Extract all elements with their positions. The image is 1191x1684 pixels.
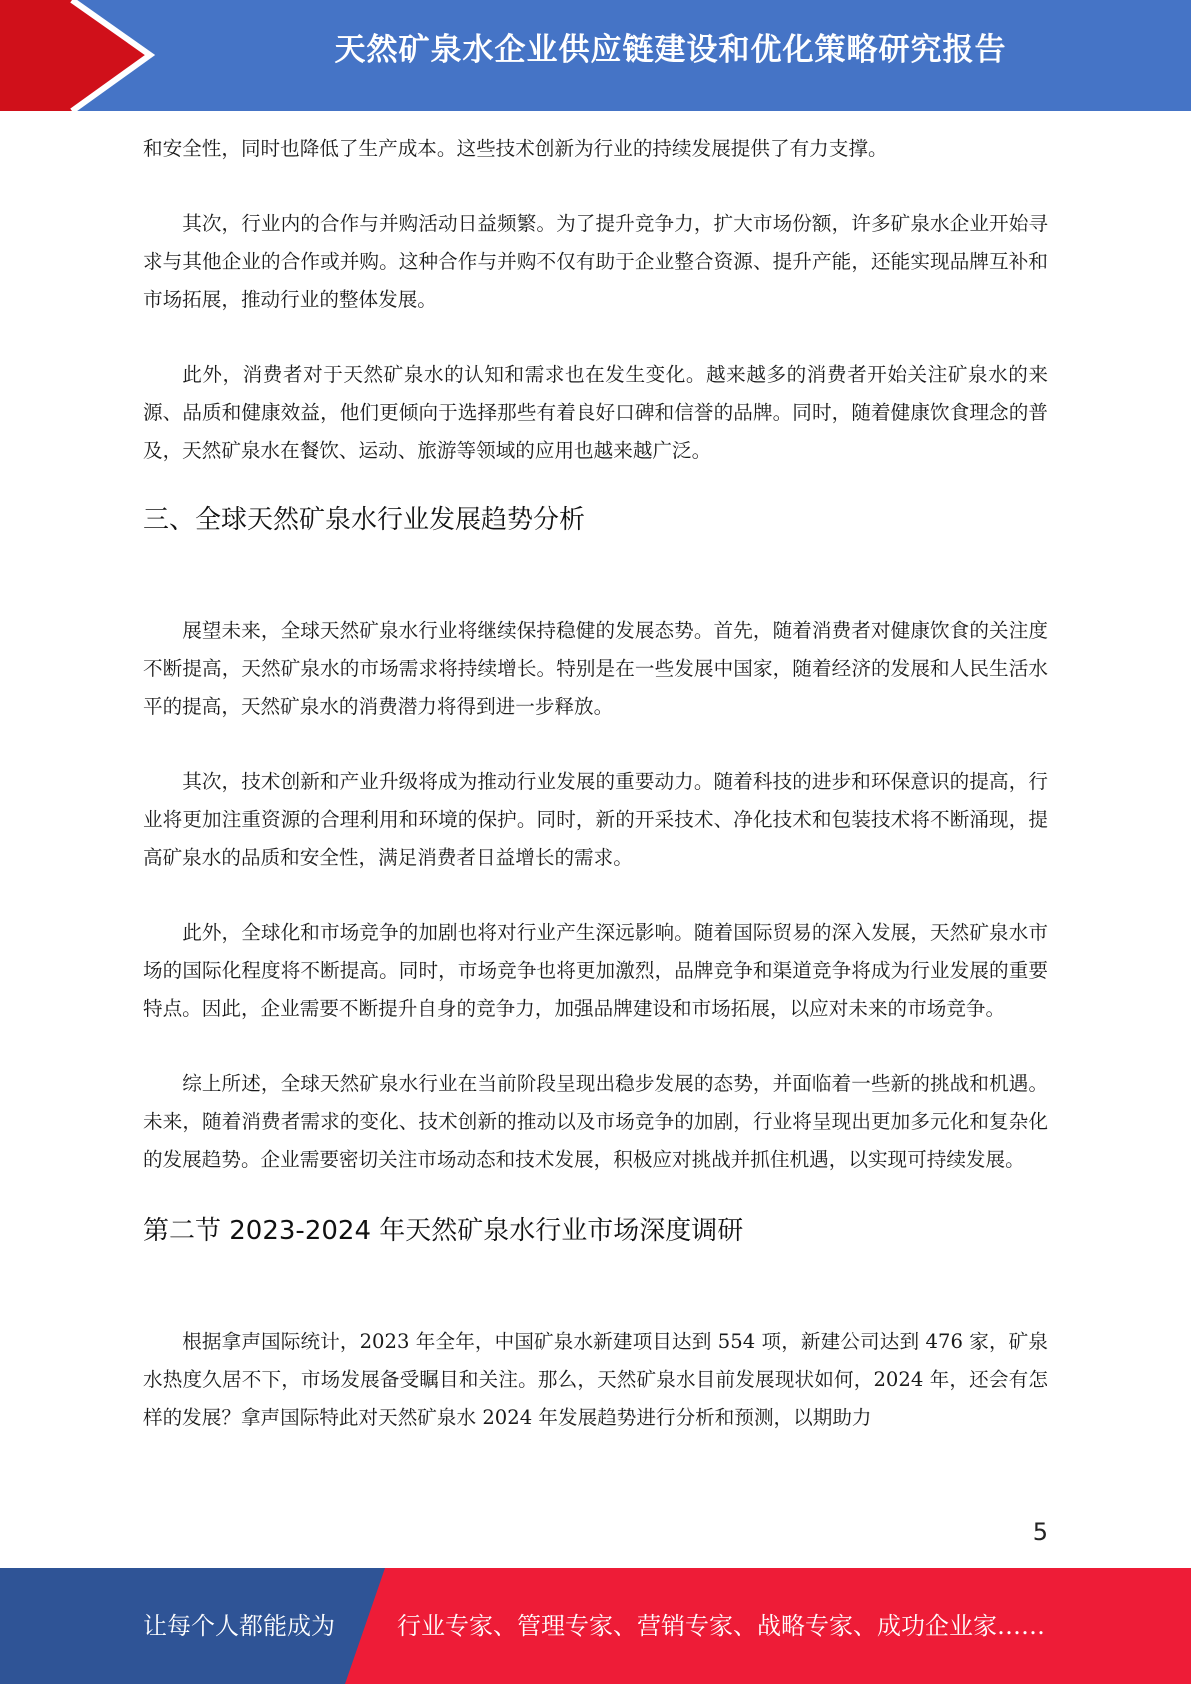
paragraph: 展望未来，全球天然矿泉水行业将继续保持稳健的发展态势。首先，随着消费者对健康饮食的关注度不断提高，天然矿泉水的市场需求将持续增长。特别是在一些发展中国家，随着经济的发展和人民生活水平的提高，天然矿泉水的消费潜力将得到进一步释放。 — [143, 619, 1048, 718]
paragraph: 其次，行业内的合作与并购活动日益频繁。为了提升竞争力，扩大市场份额，许多矿泉水企业开始寻求与其他企业的合作或并购。这种合作与并购不仅有助于企业整合资源、提升产能，还能实现品牌互补和市场拓展，推动行业的整体发展。 — [143, 212, 1048, 311]
page-content — [143, 130, 1048, 1474]
subsection-heading: 第二节 2023-2024 年天然矿泉水行业市场深度调研 — [143, 1216, 744, 1246]
paragraph: 根据拿声国际统计，2023 年全年，中国矿泉水新建项目达到 554 项，新建公司达到 476 家，矿泉水热度久居不下，市场发展备受瞩目和关注。那么，天然矿泉水目前发展现状如何，2024 年，还会有怎样的发展？拿声国际特此对天然矿泉水 2024 年发展趋势进行分析和预测，以期助力 — [143, 1330, 1048, 1429]
paragraph: 此外，全球化和市场竞争的加剧也将对行业产生深远影响。随着国际贸易的深入发展，天然矿泉水市场的国际化程度将不断提高。同时，市场竞争也将更加激烈，品牌竞争和渠道竞争将成为行业发展的重要特点。因此，企业需要不断提升自身的竞争力，加强品牌建设和市场拓展，以应对未来的市场竞争。 — [143, 921, 1048, 1020]
paragraph: 此外，消费者对于天然矿泉水的认知和需求也在发生变化。越来越多的消费者开始关注矿泉水的来源、品质和健康效益，他们更倾向于选择那些有着良好口碑和信誉的品牌。同时，随着健康饮食理念的普及，天然矿泉水在餐饮、运动、旅游等领域的应用也越来越广泛。 — [143, 363, 1048, 462]
paragraph: 综上所述，全球天然矿泉水行业在当前阶段呈现出稳步发展的态势，并面临着一些新的挑战和机遇。未来，随着消费者需求的变化、技术创新的推动以及市场竞争的加剧，行业将呈现出更加多元化和复杂化的发展趋势。企业需要密切关注市场动态和技术发展，积极应对挑战并抓住机遇，以实现可持续发展。 — [143, 1072, 1048, 1171]
paragraph: 和安全性，同时也降低了生产成本。这些技术创新为行业的持续发展提供了有力支撑。 — [143, 137, 888, 160]
report-title: 天然矿泉水企业供应链建设和优化策略研究报告 — [334, 32, 1007, 68]
footer-slogan-left: 让每个人都能成为 — [143, 1612, 335, 1640]
header-chevron-decoration — [0, 0, 160, 111]
paragraph: 其次，技术创新和产业升级将成为推动行业发展的重要动力。随着科技的进步和环保意识的提高，行业将更加注重资源的合理利用和环境的保护。同时，新的开采技术、净化技术和包装技术将不断涌现，提高矿泉水的品质和安全性，满足消费者日益增长的需求。 — [143, 770, 1048, 869]
header-banner — [0, 0, 1191, 111]
section-heading: 三、全球天然矿泉水行业发展趋势分析 — [143, 505, 586, 535]
footer-slogan-right: 行业专家、管理专家、营销专家、战略专家、成功企业家…… — [397, 1612, 1045, 1640]
page-number: 5 — [1032, 1518, 1048, 1546]
footer-banner — [0, 1568, 1191, 1684]
